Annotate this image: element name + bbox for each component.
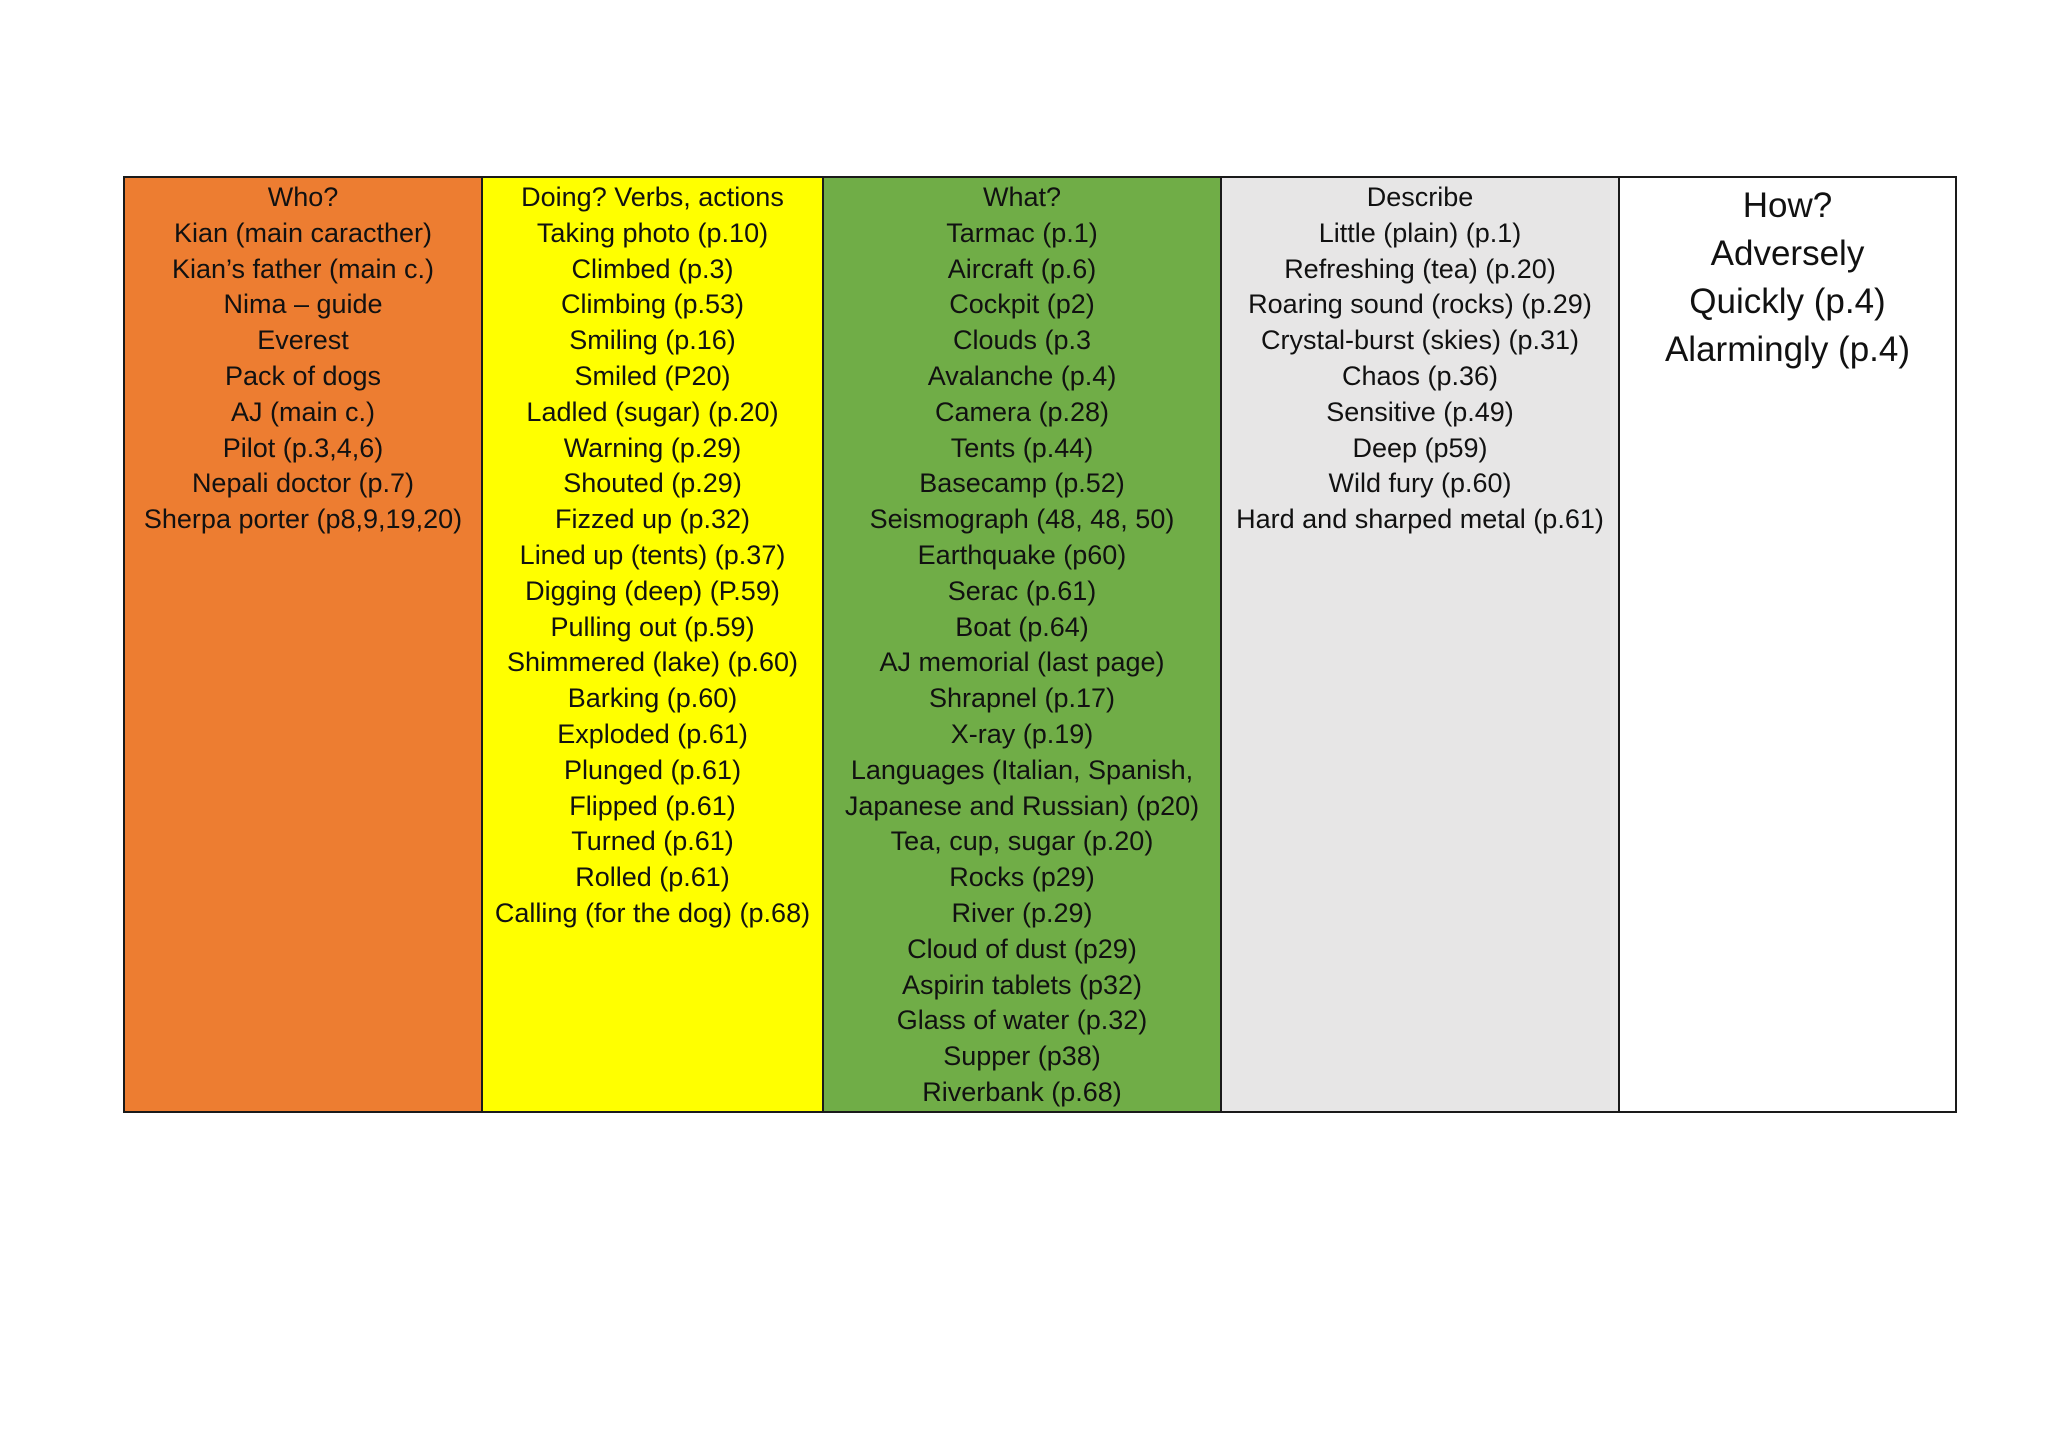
doing-item: Fizzed up (p.32): [554, 504, 751, 535]
what-item: Tents (p.44): [950, 432, 1094, 463]
who-item: AJ (main c.): [230, 396, 376, 427]
what-item: Riverbank (p.68): [922, 1076, 1122, 1107]
doing-column: [483, 178, 824, 1111]
what-item: Boat (p.64): [955, 611, 1089, 642]
what-item: X-ray (p.19): [950, 718, 1094, 749]
doing-item: Plunged (p.61): [563, 754, 742, 785]
how-item: Alarmingly (p.4): [1664, 330, 1911, 369]
describe-item: Roaring sound (rocks) (p.29): [1248, 289, 1592, 320]
what-item: Cloud of dust (p29): [907, 933, 1137, 964]
doing-item: Smiled (P20): [574, 360, 731, 391]
what-item: Rocks (p29): [949, 862, 1095, 893]
describe-item: Refreshing (tea) (p.20): [1284, 253, 1556, 284]
doing-item: Lined up (tents) (p.37): [519, 539, 786, 570]
doing-item: Rolled (p.61): [575, 862, 730, 893]
what-item: Tarmac (p.1): [946, 217, 1098, 248]
how-item: Adversely: [1710, 234, 1865, 273]
what-item: Clouds (p.3: [952, 325, 1092, 356]
what-item: Camera (p.28): [934, 396, 1110, 427]
what-item: Aspirin tablets (p32): [901, 969, 1143, 1000]
describe-column: [1222, 178, 1620, 1111]
doing-header: Doing? Verbs, actions: [521, 182, 784, 212]
who-item: Kian (main caracther): [173, 217, 433, 248]
describe-item: Sensitive (p.49): [1326, 396, 1514, 427]
who-item: Nima – guide: [223, 289, 383, 320]
what-header: What?: [982, 182, 1062, 212]
what-item: Serac (p.61): [947, 575, 1097, 606]
doing-item: Turned (p.61): [571, 826, 734, 857]
doing-item: Warning (p.29): [563, 432, 742, 463]
how-item: Quickly (p.4): [1689, 282, 1886, 321]
what-item: Tea, cup, sugar (p.20): [890, 826, 1154, 857]
describe-header: Describe: [1366, 182, 1474, 212]
who-header: Who?: [267, 182, 339, 212]
what-item: Supper (p38): [943, 1041, 1101, 1072]
what-item: Cockpit (p2): [949, 289, 1095, 320]
how-header: How?: [1742, 186, 1833, 225]
word-bank-table: [123, 176, 1957, 1113]
what-item: Earthquake (p60): [917, 539, 1127, 570]
who-item: Everest: [257, 325, 349, 356]
doing-item: Climbing (p.53): [560, 289, 745, 320]
what-item: AJ memorial (last page): [879, 647, 1165, 678]
who-item: Pack of dogs: [224, 360, 382, 391]
what-item: Japanese and Russian) (p20): [844, 790, 1200, 821]
doing-item: Flipped (p.61): [569, 790, 736, 821]
doing-item: Shouted (p.29): [563, 468, 742, 499]
what-item: River (p.29): [951, 897, 1093, 928]
who-column: [125, 178, 483, 1111]
describe-item: Little (plain) (p.1): [1318, 217, 1522, 248]
how-column: [1620, 178, 1955, 1111]
what-column: [824, 178, 1222, 1111]
what-item: Glass of water (p.32): [896, 1005, 1148, 1036]
doing-item: Calling (for the dog) (p.68): [494, 897, 811, 928]
doing-item: Shimmered (lake) (p.60): [506, 647, 799, 678]
who-item: Nepali doctor (p.7): [191, 468, 415, 499]
describe-item: Deep (p59): [1352, 432, 1488, 463]
what-item: Languages (Italian, Spanish,: [850, 754, 1194, 785]
describe-item: Crystal-burst (skies) (p.31): [1260, 325, 1580, 356]
describe-item: Chaos (p.36): [1341, 360, 1499, 391]
describe-item: Wild fury (p.60): [1328, 468, 1512, 499]
who-item: Pilot (p.3,4,6): [222, 432, 384, 463]
doing-item: Digging (deep) (P.59): [525, 575, 780, 606]
doing-item: Pulling out (p.59): [550, 611, 755, 642]
who-item: Sherpa porter (p8,9,19,20): [143, 504, 463, 535]
doing-item: Exploded (p.61): [557, 718, 748, 749]
describe-item: Hard and sharped metal (p.61): [1236, 504, 1604, 535]
what-item: Shrapnel (p.17): [928, 683, 1116, 714]
doing-item: Climbed (p.3): [571, 253, 734, 284]
what-item: Seismograph (48, 48, 50): [869, 504, 1175, 535]
who-item: Kian’s father (main c.): [171, 253, 435, 284]
doing-item: Taking photo (p.10): [536, 217, 769, 248]
what-item: Aircraft (p.6): [947, 253, 1097, 284]
doing-item: Barking (p.60): [567, 683, 738, 714]
what-item: Avalanche (p.4): [927, 360, 1117, 391]
doing-item: Smiling (p.16): [569, 325, 736, 356]
what-item: Basecamp (p.52): [919, 468, 1125, 499]
doing-item: Ladled (sugar) (p.20): [526, 396, 779, 427]
